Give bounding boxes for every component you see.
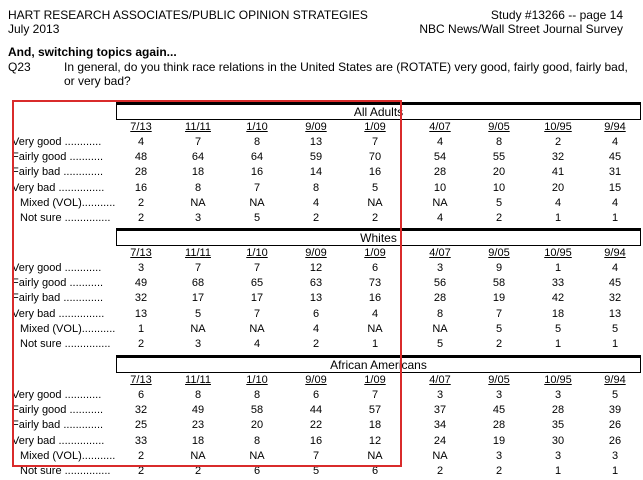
table-cell: 4 [312,196,320,209]
table-cell: 1 [554,212,562,224]
table-cell: 16 [134,181,148,194]
table-cell: NA [367,196,383,209]
table-cell: 2 [137,196,145,209]
date-header: 1/09 [364,247,386,259]
table-cell: 4 [253,338,261,350]
section-title: African Americans [116,355,641,373]
table-cell: 8 [194,389,202,401]
table-row [8,322,638,336]
study-id: Study #13266 -- page 14 [490,8,623,22]
section-title: Whites [116,228,641,246]
table-cell: 5 [495,322,503,335]
date-header: 9/09 [305,121,327,133]
date-header-row [8,247,638,261]
table-cell: 5 [554,322,562,335]
table-cell: NA [249,322,265,335]
table-cell: NA [249,449,265,462]
table-cell: 7 [194,136,202,148]
table-cell: 20 [250,419,264,432]
row-label: Mixed (VOL)........... [20,196,116,209]
date-header: 1/10 [246,121,268,133]
table-cell: 32 [608,292,622,305]
table-cell: 2 [137,465,145,477]
table-cell: 2 [495,465,503,477]
survey-name: NBC News/Wall Street Journal Survey [419,22,623,36]
table-cell: 28 [551,404,565,417]
table-cell: 49 [134,277,148,290]
table-cell: 20 [492,166,506,179]
table-cell: NA [432,449,448,462]
table-cell: 7 [253,262,261,274]
table-cell: 6 [137,389,145,401]
table-row [8,211,638,225]
table-row [8,181,638,195]
table-cell: 24 [433,434,447,447]
date-header: 9/09 [305,247,327,259]
table-cell: 16 [368,292,382,305]
table-cell: 2 [137,212,145,224]
table-cell: 13 [608,307,622,320]
table-cell: NA [190,449,206,462]
table-cell: 6 [312,307,320,320]
table-cell: 3 [436,262,444,274]
table-row [8,388,638,402]
date-header: 11/11 [185,374,211,386]
table-cell: 70 [368,151,382,164]
row-label: Not sure ............... [20,338,111,350]
table-cell: 3 [436,389,444,401]
table-cell: 10 [433,181,447,194]
table-cell: 9 [495,262,503,274]
table-cell: 54 [433,151,447,164]
table-cell: 7 [371,136,379,148]
row-label: Very bad ............... [12,181,105,194]
table-cell: 41 [551,166,565,179]
table-cell: 1 [371,338,379,350]
table-cell: 34 [433,419,447,432]
table-cell: 23 [191,419,205,432]
row-label: Fairly good ........... [12,277,104,290]
table-cell: 28 [433,292,447,305]
table-cell: 4 [436,136,444,148]
table-cell: 4 [436,212,444,224]
row-label: Fairly bad ............. [12,419,104,432]
table-cell: 5 [436,338,444,350]
table-cell: 68 [191,277,205,290]
table-cell: 17 [191,292,205,305]
table-row [8,307,638,321]
table-cell: 64 [250,151,264,164]
table-cell: 37 [433,404,447,417]
table-cell: 18 [551,307,565,320]
table-cell: NA [367,322,383,335]
table-row [8,449,638,463]
table-cell: 4 [611,196,619,209]
table-cell: 2 [312,212,320,224]
table-cell: 4 [554,196,562,209]
table-cell: 2 [554,136,562,148]
table-cell: 2 [137,338,145,350]
table-cell: 16 [250,166,264,179]
date-header: 1/10 [246,247,268,259]
date-header: 4/07 [429,374,451,386]
table-cell: 3 [495,389,503,401]
table-cell: 19 [492,434,506,447]
table-cell: 26 [608,434,622,447]
table-cell: 4 [137,136,145,148]
table-cell: 3 [194,212,202,224]
table-cell: 6 [312,389,320,401]
table-row [8,434,638,448]
table-cell: 39 [608,404,622,417]
date-header: 9/94 [604,247,626,259]
table-cell: 8 [253,136,261,148]
table-cell: 35 [551,419,565,432]
table-cell: 3 [554,389,562,401]
table-cell: 7 [495,307,503,320]
table-cell: 8 [253,389,261,401]
table-cell: 1 [554,465,562,477]
table-cell: 2 [371,212,379,224]
table-cell: 4 [611,136,619,148]
table-cell: NA [367,449,383,462]
row-label: Very good ............ [12,136,102,148]
table-cell: 28 [433,166,447,179]
table-cell: 5 [371,181,379,194]
date-header: 9/94 [604,121,626,133]
table-cell: 57 [368,404,382,417]
table-cell: 32 [134,404,148,417]
table-row [8,135,638,149]
question-intro: And, switching topics again... [8,45,177,59]
table-cell: 45 [608,151,622,164]
table-cell: 14 [309,166,323,179]
table-cell: NA [190,196,206,209]
table-cell: 26 [608,419,622,432]
table-cell: 18 [191,166,205,179]
row-label: Fairly good ........... [12,404,104,417]
section-title: All Adults [116,102,641,120]
table-cell: 7 [194,262,202,274]
table-cell: 31 [608,166,622,179]
table-cell: 1 [137,322,145,335]
question-number: Q23 [8,60,31,74]
table-cell: 22 [309,419,323,432]
table-cell: 5 [611,389,619,401]
table-cell: 3 [495,449,503,462]
date-header: 7/13 [130,121,152,133]
table-cell: 56 [433,277,447,290]
date-header: 9/09 [305,374,327,386]
date-header: 10/95 [544,247,572,259]
table-cell: 5 [194,307,202,320]
table-cell: 5 [312,465,320,477]
table-cell: 58 [492,277,506,290]
table-row [8,403,638,417]
row-label: Fairly good ........... [12,151,104,164]
table-cell: 4 [611,262,619,274]
table-cell: 12 [368,434,382,447]
table-cell: NA [432,196,448,209]
table-row [8,276,638,290]
report-date: July 2013 [8,22,60,36]
table-cell: 59 [309,151,323,164]
date-header: 1/09 [364,121,386,133]
table-cell: 33 [551,277,565,290]
table-cell: 42 [551,292,565,305]
table-cell: 1 [611,465,619,477]
date-header: 9/05 [488,247,510,259]
date-header: 11/11 [185,121,211,133]
table-cell: 28 [134,166,148,179]
table-cell: 63 [309,277,323,290]
table-row [8,261,638,275]
table-cell: 48 [134,151,148,164]
table-cell: 8 [194,181,202,194]
date-header: 7/13 [130,374,152,386]
date-header: 7/13 [130,247,152,259]
row-label: Not sure ............... [20,212,111,224]
date-header: 4/07 [429,121,451,133]
date-header: 9/05 [488,121,510,133]
table-cell: 16 [368,166,382,179]
table-cell: 64 [191,151,205,164]
org-name: HART RESEARCH ASSOCIATES/PUBLIC OPINION STRATEGIES [8,8,368,22]
table-cell: 55 [492,151,506,164]
table-cell: 30 [551,434,565,447]
table-cell: 18 [368,419,382,432]
table-cell: 1 [554,262,562,274]
date-header: 1/09 [364,374,386,386]
table-cell: 33 [134,434,148,447]
table-cell: 2 [436,465,444,477]
table-cell: 7 [253,307,261,320]
table-row [8,165,638,179]
table-row [8,196,638,210]
date-header: 1/10 [246,374,268,386]
row-label: Not sure ............... [20,465,111,477]
table-row [8,150,638,164]
date-header: 11/11 [185,247,211,259]
table-row [8,291,638,305]
table-cell: 16 [309,434,323,447]
table-cell: 7 [312,449,320,462]
row-label: Mixed (VOL)........... [20,322,116,335]
table-cell: 44 [309,404,323,417]
table-row [8,418,638,432]
table-cell: 5 [611,322,619,335]
table-cell: 2 [137,449,145,462]
table-cell: 6 [371,262,379,274]
table-cell: 7 [253,181,261,194]
table-cell: 2 [495,212,503,224]
table-row [8,464,638,478]
table-cell: 13 [134,307,148,320]
row-label: Mixed (VOL)........... [20,449,116,462]
table-cell: 5 [253,212,261,224]
table-cell: 32 [134,292,148,305]
table-cell: 2 [495,338,503,350]
question-text: In general, do you think race relations in the United States are (ROTATE) very good, fairly good, fairly bad, or very bad? [64,60,628,88]
date-header: 9/94 [604,374,626,386]
table-cell: 25 [134,419,148,432]
table-cell: 6 [371,465,379,477]
table-cell: 15 [608,181,622,194]
table-cell: 2 [194,465,202,477]
date-header: 10/95 [544,121,572,133]
table-cell: 3 [611,449,619,462]
table-cell: NA [249,196,265,209]
row-label: Fairly bad ............. [12,166,104,179]
table-cell: 1 [611,338,619,350]
table-cell: 3 [137,262,145,274]
table-cell: 5 [495,196,503,209]
table-cell: 12 [309,262,323,274]
row-label: Very good ............ [12,262,102,274]
table-cell: 19 [492,292,506,305]
table-cell: 45 [608,277,622,290]
table-cell: 49 [191,404,205,417]
table-cell: 73 [368,277,382,290]
table-cell: 13 [309,292,323,305]
table-cell: 20 [551,181,565,194]
table-cell: 3 [554,449,562,462]
table-cell: 8 [253,434,261,447]
table-cell: 3 [194,338,202,350]
table-cell: 2 [312,338,320,350]
row-label: Very bad ............... [12,307,105,320]
date-header-row [8,121,638,135]
table-cell: 8 [312,181,320,194]
table-cell: 13 [309,136,323,148]
table-cell: 10 [492,181,506,194]
date-header-row [8,374,638,388]
table-cell: 1 [611,212,619,224]
table-cell: 4 [371,307,379,320]
table-cell: 32 [551,151,565,164]
table-cell: 1 [554,338,562,350]
row-label: Fairly bad ............. [12,292,104,305]
table-cell: NA [432,322,448,335]
table-row [8,337,638,351]
table-cell: 28 [492,419,506,432]
date-header: 4/07 [429,247,451,259]
row-label: Very bad ............... [12,434,105,447]
table-cell: 17 [250,292,264,305]
table-cell: 6 [253,465,261,477]
date-header: 9/05 [488,374,510,386]
table-cell: NA [190,322,206,335]
table-cell: 8 [495,136,503,148]
table-cell: 8 [436,307,444,320]
table-cell: 7 [371,389,379,401]
table-cell: 18 [191,434,205,447]
date-header: 10/95 [544,374,572,386]
row-label: Very good ............ [12,389,102,401]
table-cell: 58 [250,404,264,417]
table-cell: 65 [250,277,264,290]
table-cell: 4 [312,322,320,335]
table-cell: 45 [492,404,506,417]
